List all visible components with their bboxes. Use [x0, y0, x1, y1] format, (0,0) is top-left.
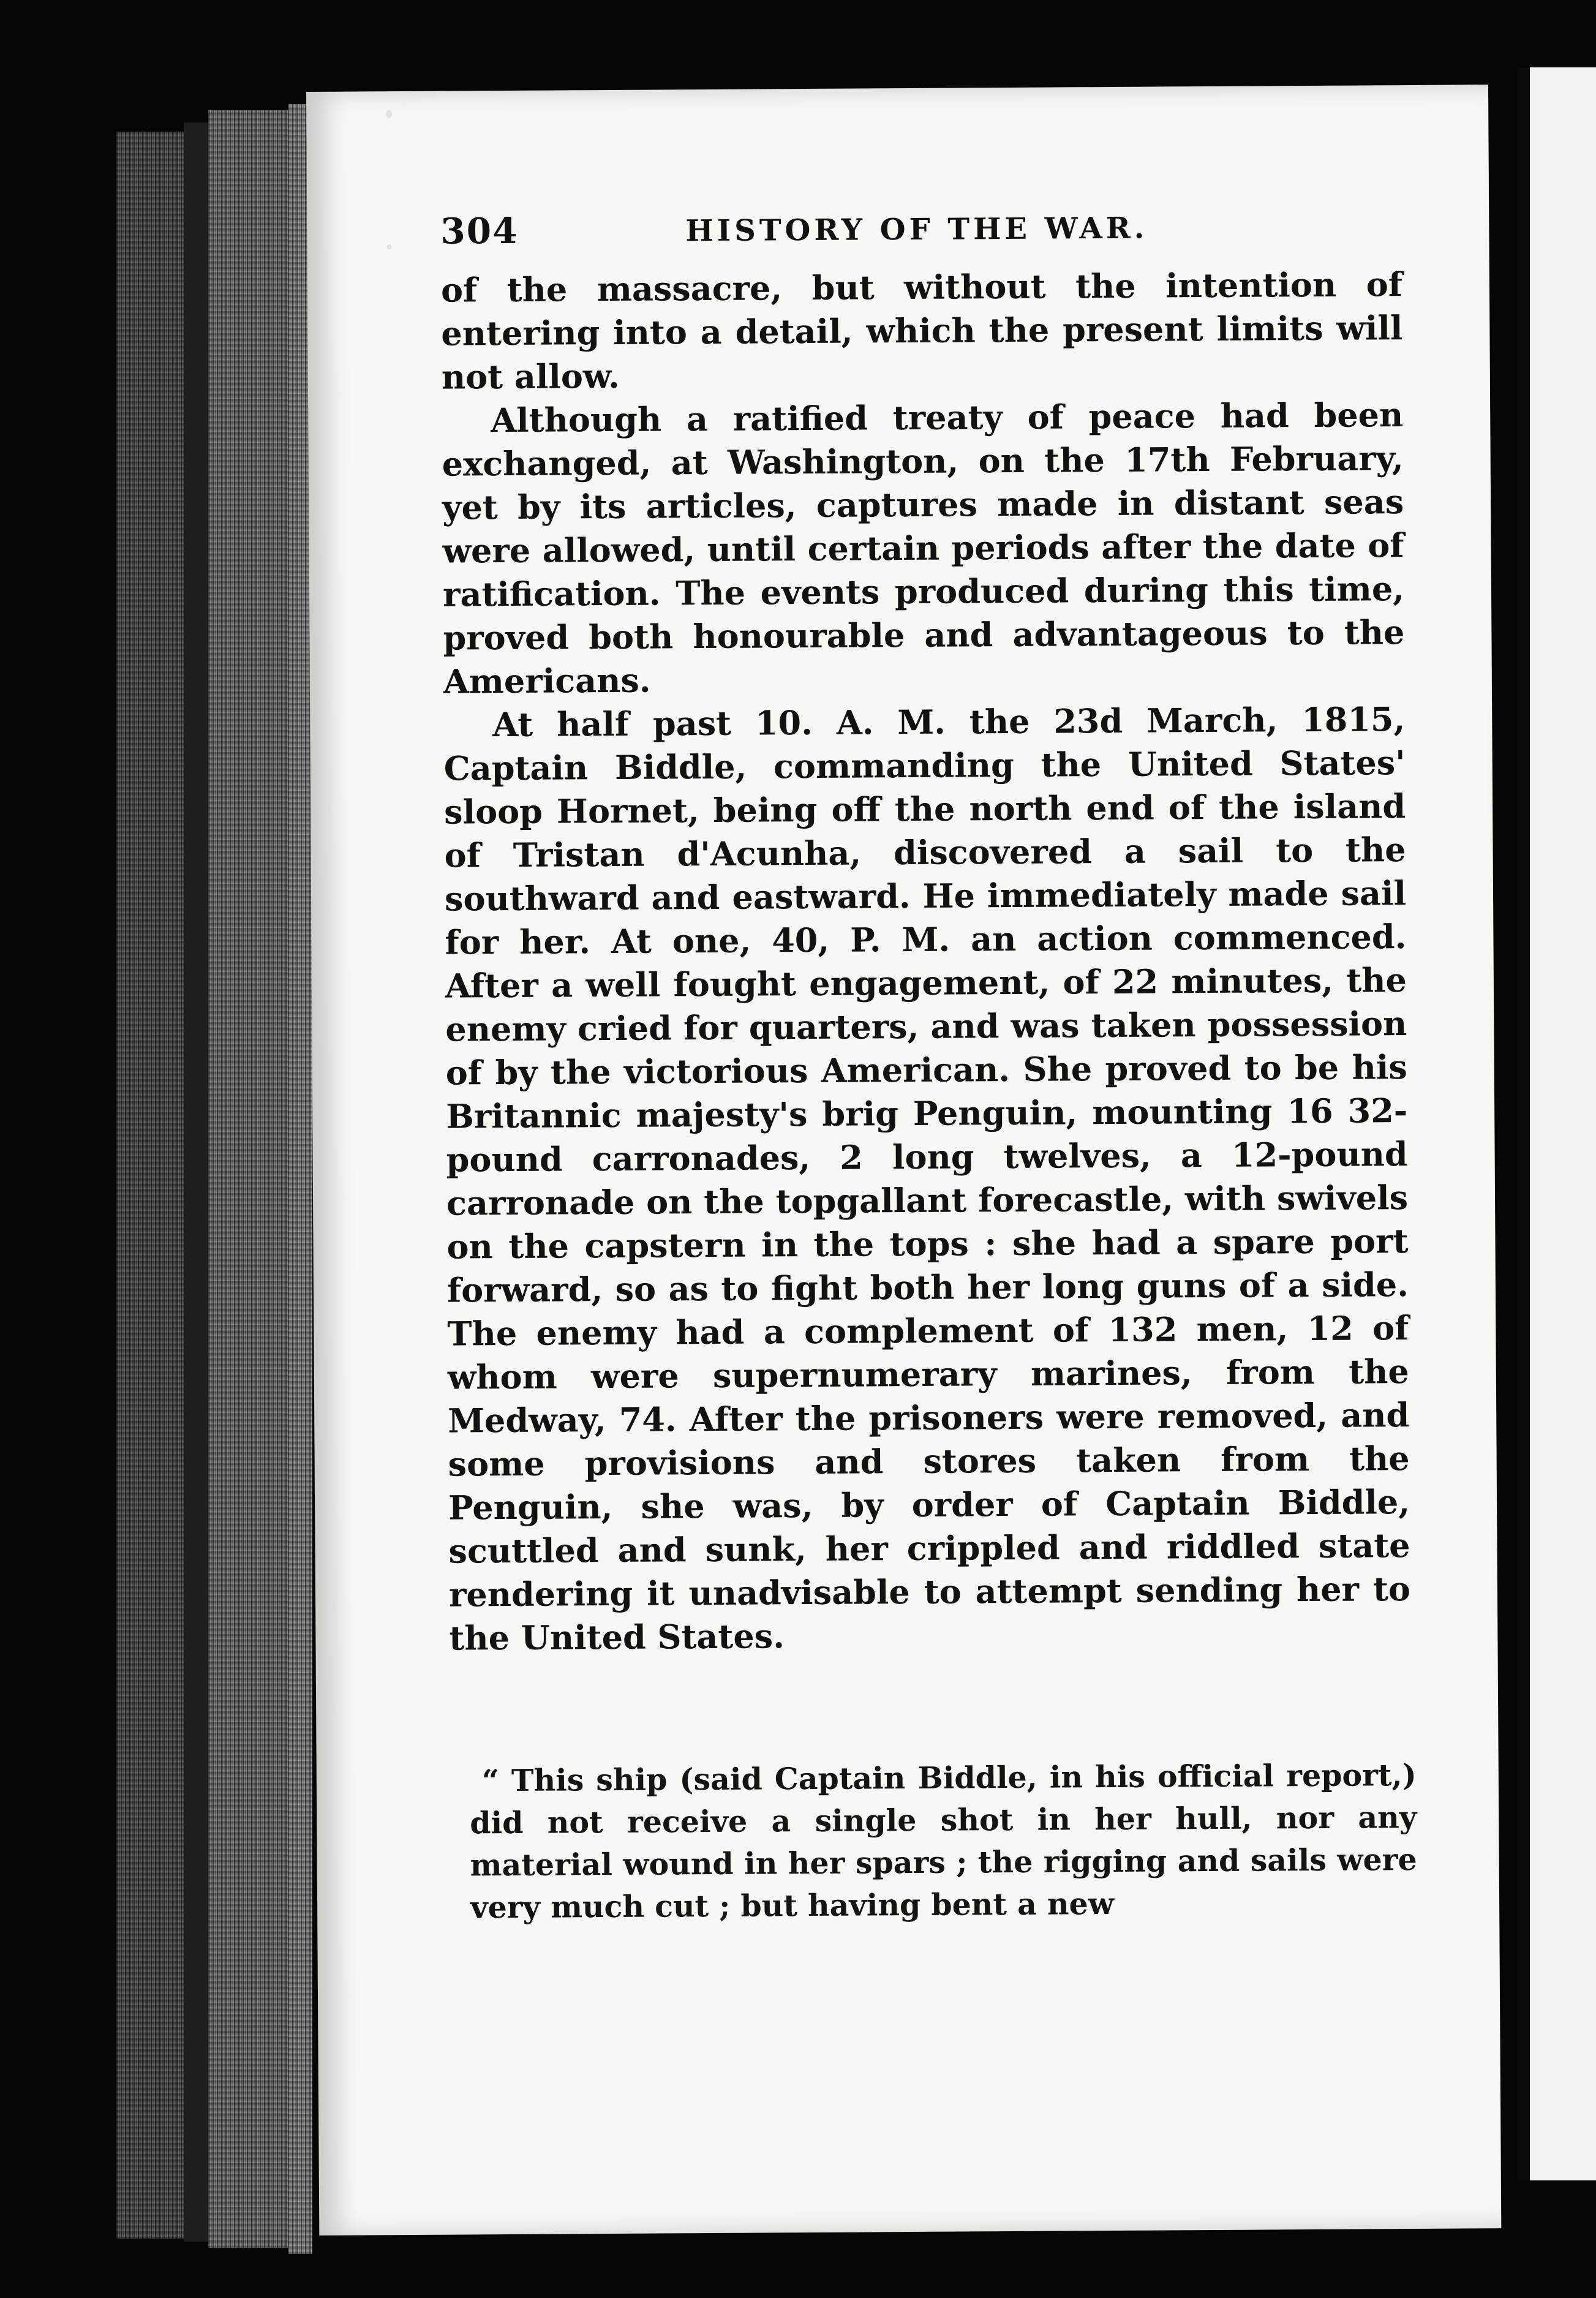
- paragraph-hornet-penguin: At half past 10. A. M. the 23d March, 1815, Captain Biddle, commanding the United States' sloop Hornet, being off the north end of the island of Tristan d'Acunha, discovered a sail to the southward and eastward. He immediately made sail for her. At one, 40, P. M. an action commenced. After a well fought engagement, of 22 minutes, the enemy cried for quarters, and was taken possession of by the victorious American. She proved to be his Britannic majesty's brig Penguin, mounting 16 32-pound carronades, 2 long twelves, a 12-pound carronade on the topgallant forecastle, with swivels on the capstern in the tops : she had a spare port forward, so as to fight both her long guns of a side. The enemy had a complement of 132 men, 12 of whom were supernumerary marines, from the Medway, 74. After the prisoners were removed, and some provisions and stores taken from the Penguin, she was, by order of Captain Biddle, scuttled and sunk, her crippled and riddled state rendering it unadvisable to attempt sending her to the United States.: [443, 699, 1411, 1658]
- quote-paragraph: “ This ship (said Captain Biddle, in his official report,) did not receive a single shot in her hull, nor any material wound in her spars ; the rigging and sails were very much cut ; but having bent a new: [470, 1757, 1417, 1926]
- paragraph-continuation: of the massacre, but without the intention of entering into a detail, which the present limits will not allow.: [440, 265, 1403, 397]
- next-page-strip: [1518, 67, 1596, 2180]
- running-head: HISTORY OF THE WAR.: [685, 211, 1148, 249]
- paragraph-treaty: Although a ratified treaty of peace had been exchanged, at Washington, on the 17th February, yet by its articles, captures made in distant seas were allowed, until certain periods after the date of ratification. The events produced during this time, proved both honourable and advantageous to the Americans.: [442, 395, 1405, 701]
- ink-speck: [386, 110, 392, 118]
- book-page-edges-inner: [208, 110, 300, 2248]
- page-number: 304: [440, 209, 519, 252]
- book-page: [306, 85, 1501, 2236]
- quoted-report: [470, 1754, 1418, 1929]
- book-spine-shadow: [184, 122, 208, 2242]
- ink-speck: [387, 244, 392, 249]
- book-page-edges-outer: [116, 132, 184, 2239]
- page-header: [440, 205, 1457, 260]
- body-text: [441, 263, 1411, 1660]
